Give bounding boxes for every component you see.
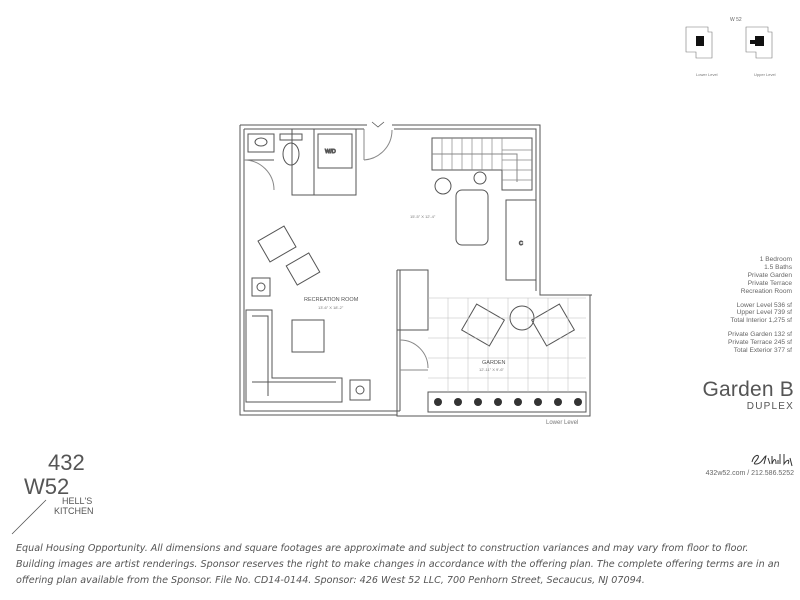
unit-name: Garden B xyxy=(702,378,794,401)
floor-plan xyxy=(232,120,592,430)
unit-stats xyxy=(642,256,792,355)
svg-text:W52: W52 xyxy=(24,474,70,499)
432-w52-logo xyxy=(10,448,110,538)
exterior-item: Total Exterior 377 sf xyxy=(733,347,792,355)
interior-item: Total Interior 1,275 sf xyxy=(730,317,792,325)
interior-item: Upper Level 739 sf xyxy=(736,309,792,317)
exterior-item: Private Garden 132 sf xyxy=(727,331,792,339)
svg-text:HELL'S: HELL'S xyxy=(62,496,93,506)
feature-item: Private Garden xyxy=(747,271,792,279)
recreation-room-label: RECREATION ROOM xyxy=(304,297,359,303)
svg-text:KITCHEN: KITCHEN xyxy=(54,506,94,516)
feature-item: 1 Bedroom xyxy=(759,256,792,263)
unit-type: DUPLEX xyxy=(746,401,794,412)
contact-info[interactable]: 432w52.com / 212.586.5252 xyxy=(705,470,794,477)
key-plan-upper-label: Upper Level xyxy=(754,72,776,77)
wd-label: W/D xyxy=(325,149,336,155)
svg-text:432: 432 xyxy=(48,450,85,475)
key-plan-building-label: W 52 xyxy=(730,17,742,23)
feature-item: 1.5 Baths xyxy=(764,263,792,271)
legal-disclaimer: Equal Housing Opportunity. All dimensions and square footages are approximate and subject to construction variances and may vary from floor to floor. Building images are artist renderings. Sponsor reserves the right to make changes in accordance with the offering plan. The complete offering terms are in an offering plan available from the Sponsor. File No. CD14-0144. Sponsor: 426 West 52 LLC, 700 Penhorn Street, Secaucus, NJ 07094. xyxy=(16,543,780,586)
recreation-room-dims: 13'-6" X 18'-2" xyxy=(318,305,344,310)
key-plan-lower-label: Lower Level xyxy=(696,72,718,77)
feature-item: Private Terrace xyxy=(747,279,792,287)
garden-dims: 12'-11" X 9'-6" xyxy=(479,367,504,372)
closet-label: C xyxy=(519,241,523,247)
level-label: Lower Level xyxy=(546,420,579,426)
living-dims: 15'-5" X 12'-4" xyxy=(410,214,436,219)
interior-item: Lower Level 536 sf xyxy=(736,301,792,309)
garden-label: GARDEN xyxy=(482,360,506,366)
stribling-signature-logo xyxy=(748,450,796,468)
feature-item: Recreation Room xyxy=(740,287,792,295)
exterior-item: Private Terrace 245 sf xyxy=(727,339,792,347)
